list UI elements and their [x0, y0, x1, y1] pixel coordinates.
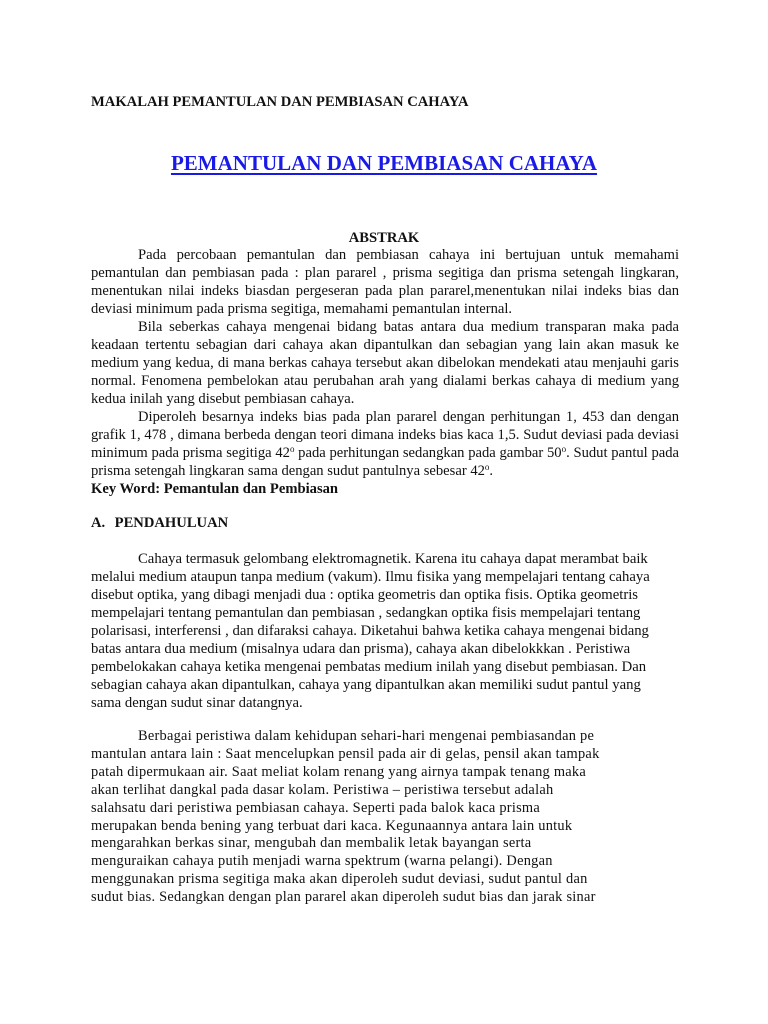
paragraph-line: akan terlihat dangkal pada dasar kolam. Peristiwa – peristiwa tersebut adalah	[91, 781, 554, 798]
paragraph-line: sudut bias. Sedangkan dengan plan pararel akan diperoleh sudut bias dan jarak sinar	[91, 889, 596, 906]
paragraph-line: polarisasi, interferensi , dan difaraksi cahaya. Diketahui bahwa ketika cahaya mengenai bidang	[91, 623, 649, 639]
paragraph-line: mempelajari tentang pemantulan dan pembiasan , sedangkan optika fisis mempelajari tentang	[91, 605, 641, 621]
main-title	[0, 150, 768, 176]
introduction-paragraph-1	[91, 550, 691, 712]
paragraph-line: Berbagai peristiwa dalam kehidupan sehari-hari mengenai pembiasandan pe	[138, 728, 595, 744]
section-heading	[91, 514, 491, 532]
paragraph-line: sama dengan sudut sinar datangnya.	[91, 695, 303, 711]
keyword-line: Key Word: Pemantulan dan Pembiasan	[91, 481, 339, 497]
paragraph-line: patah dipermukaan air. Saat meliat kolam renang yang airnya tampak tenang maka	[91, 763, 587, 780]
paragraph-line: Cahaya termasuk gelombang elektromagnetik. Karena itu cahaya dapat merambat baik	[138, 551, 648, 567]
section-letter: A.	[91, 515, 106, 531]
introduction-paragraph-2	[91, 728, 671, 907]
abstract-p3-text-a: Diperoleh besarnya indeks bias pada plan pararel dengan perhitungan 1, 453 dan dengan grafik 1, 478 , dimana berbeda dengan teori dimana indeks bias kaca 1,5. Sudut deviasi pada deviasi minimum pada prisma segitiga 42	[91, 409, 679, 461]
degree-superscript: o	[289, 444, 295, 454]
paragraph-line: merupakan benda bening yang terbuat dari kaca. Kegunaannya antara lain untuk	[91, 817, 573, 834]
paragraph-line: mantulan antara lain : Saat mencelupkan pensil pada air di gelas, pensil akan tampak	[91, 745, 600, 762]
paragraph-line: disebut optika, yang dibagi menjadi dua : optika geometris dan optika fisis. Optika geometris	[91, 587, 639, 603]
paragraph-line: sebagian cahaya akan dipantulkan, cahaya yang dipantulkan akan memiliki sudut pantul yang	[91, 677, 641, 693]
abstract-p3-text-c: . Sudut pantul pada prisma setengah lingkaran sama dengan sudut pantulnya sebesar 42	[91, 445, 680, 479]
degree-superscript: o	[484, 462, 490, 472]
abstract-paragraph-2: Bila seberkas cahaya mengenai bidang batas antara dua medium transparan maka pada keadaan tertentu sebagian dari cahaya akan dipantulkan dan sebagian yang lain akan masuk ke medium yang kedua, di mana berkas cahaya tersebut akan dibelokan mendekati atau menjauhi garis normal. Fenomena pembelokan atau perubahan arah yang dialami berkas cahaya di medium yang kedua inilah yang disebut pembiasan cahaya.	[91, 319, 679, 407]
paragraph-line: menguraikan cahaya putih menjadi warna spektrum (warna pelangi). Dengan	[91, 853, 553, 870]
abstract-body	[91, 246, 679, 498]
abstract-p3-text-b: pada perhitungan sedangkan pada gambar 50	[294, 445, 562, 461]
paragraph-line: salahsatu dari peristiwa pembiasan cahaya. Seperti pada balok kaca prisma	[91, 799, 540, 816]
paragraph-line: pembelokakan cahaya ketika mengenai pembatas medium inilah yang disebut pembiasan. Dan	[91, 659, 647, 675]
abstract-p3-text-d: .	[489, 463, 494, 479]
paragraph-line: melalui medium ataupun tanpa medium (vakum). Ilmu fisika yang mempelajari tentang cahaya	[91, 569, 650, 585]
section-title: PENDAHULUAN	[114, 515, 229, 531]
main-title-link[interactable]: PEMANTULAN DAN PEMBIASAN CAHAYA	[170, 151, 598, 175]
abstract-paragraph-3	[91, 408, 679, 480]
degree-superscript: o	[561, 444, 567, 454]
document-heading: MAKALAH PEMANTULAN DAN PEMBIASAN CAHAYA	[91, 94, 469, 110]
paragraph-line: menggunakan prisma segitiga maka akan diperoleh sudut deviasi, sudut pantul dan	[91, 871, 588, 888]
paragraph-line: mengarahkan berkas sinar, mengubah dan membalik letak bayangan serta	[91, 835, 532, 852]
paragraph-line: batas antara dua medium (misalnya udara dan prisma), cahaya akan dibelokkkan . Peristiwa	[91, 641, 631, 657]
abstract-heading: ABSTRAK	[348, 230, 420, 246]
abstract-paragraph-1: Pada percobaan pemantulan dan pembiasan cahaya ini bertujuan untuk memahami pemantulan dan pembiasan pada : plan pararel , prisma segitiga dan prisma setengah lingkaran, menentukan nilai indeks biasdan pergeseran pada plan pararel,menentukan nilai indeks bias dan deviasi minimum pada prisma segitiga, memahami pemantulan internal.	[91, 247, 679, 317]
